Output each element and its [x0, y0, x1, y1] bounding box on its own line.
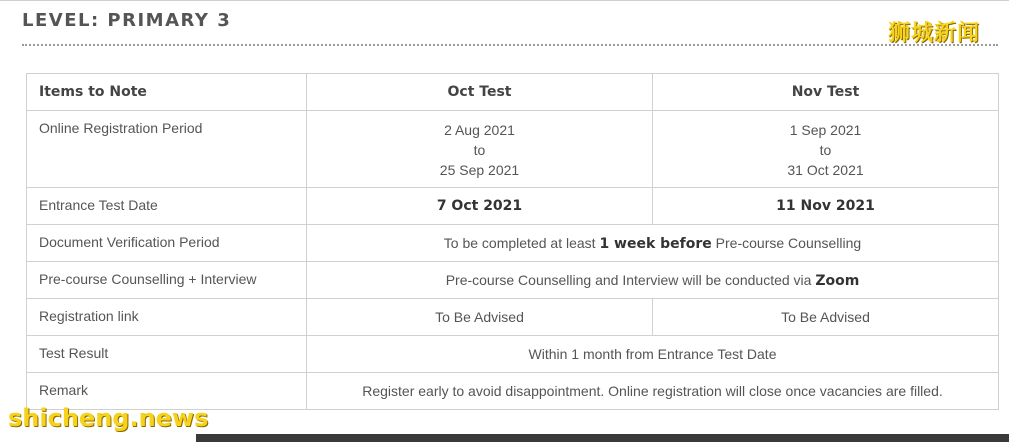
row-label: Pre-course Counselling + Interview: [27, 262, 307, 299]
nov-entrance-date: 11 Nov 2021: [653, 188, 999, 225]
row-label: Remark: [27, 373, 307, 410]
nov-to: to: [819, 142, 832, 158]
remark-value: Register early to avoid disappointment. Online registration will close once vacancies are filled.: [307, 373, 999, 410]
watermark-chinese: 狮城新闻: [888, 21, 981, 46]
nov-registration-link: To Be Advised: [653, 299, 999, 336]
nov-start-date: 1 Sep 2021: [789, 122, 862, 138]
row-label: Entrance Test Date: [27, 188, 307, 225]
table-row: [27, 111, 999, 188]
table-row: [27, 225, 999, 262]
row-label: Document Verification Period: [27, 225, 307, 262]
nov-registration-period: [653, 111, 999, 188]
oct-end-date: 25 Sep 2021: [439, 162, 520, 178]
text-segment: To be completed at least: [443, 235, 600, 251]
table-row: [27, 299, 999, 336]
table-row: [27, 262, 999, 299]
oct-registration-link: To Be Advised: [307, 299, 653, 336]
page-title: LEVEL: PRIMARY 3: [22, 10, 232, 31]
table-header-row: [27, 74, 999, 111]
table-row: [27, 188, 999, 225]
nov-end-date: 31 Oct 2021: [787, 162, 864, 178]
row-label: Online Registration Period: [27, 111, 307, 188]
document-verification-value: [307, 225, 999, 262]
test-result-value: Within 1 month from Entrance Test Date: [307, 336, 999, 373]
oct-start-date: 2 Aug 2021: [444, 122, 515, 138]
dotted-divider: [22, 44, 998, 46]
oct-entrance-date: 7 Oct 2021: [307, 188, 653, 225]
emphasis-text: Zoom: [815, 273, 860, 289]
counselling-value: [307, 262, 999, 299]
bottom-bar: [196, 434, 1009, 442]
oct-to: to: [473, 142, 486, 158]
row-label: Registration link: [27, 299, 307, 336]
header-oct-test: Oct Test: [307, 74, 653, 111]
header-nov-test: Nov Test: [653, 74, 999, 111]
schedule-table: [26, 73, 999, 410]
table-row: [27, 336, 999, 373]
oct-registration-period: [307, 111, 653, 188]
header-items-to-note: Items to Note: [27, 74, 307, 111]
text-segment: Pre-course Counselling and Interview will be conducted via: [445, 272, 816, 288]
watermark-site: shicheng.news: [8, 404, 209, 432]
row-label: Test Result: [27, 336, 307, 373]
emphasis-text: 1 week before: [599, 236, 712, 252]
text-segment: Pre-course Counselling: [711, 235, 862, 251]
top-rule: [0, 0, 1009, 1]
